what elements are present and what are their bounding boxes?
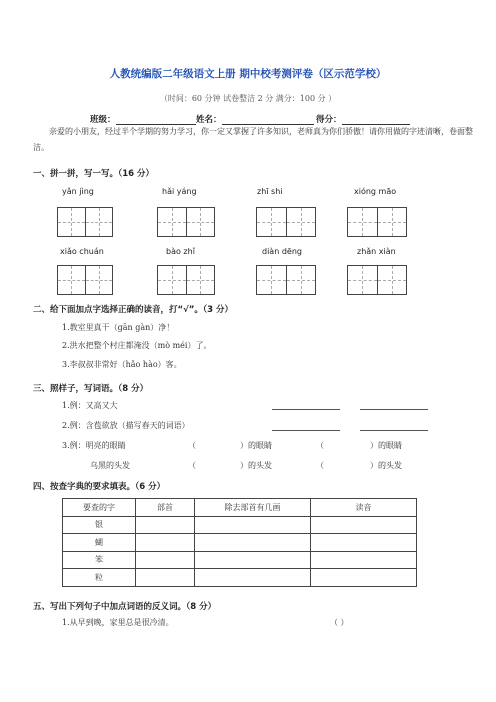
question-item: 2.洪水把整个村庄都淹没（mò méi）了。 [62, 341, 212, 350]
writing-grid[interactable] [347, 265, 407, 295]
bracket-text: ）的眼睛 [240, 441, 272, 450]
answer-cell[interactable] [195, 551, 311, 569]
answer-cell[interactable] [311, 534, 417, 552]
pinyin: hǎi yáng [162, 187, 197, 196]
example-text: 3.例：明亮的眼睛 [62, 441, 126, 450]
section-2-title: 二、给下面加点字选择正确的读音，打“√”。（3 分） [33, 305, 233, 315]
answer-cell[interactable] [136, 569, 195, 587]
intro-text: 亲爱的小朋友，经过半个学期的努力学习，你一定又掌握了许多知识，老师真为你们骄傲！请你用做的字迹清晰，卷面整洁。 [33, 127, 473, 152]
writing-grid[interactable] [157, 265, 215, 295]
answer-cell[interactable] [195, 516, 311, 534]
dictionary-table [62, 498, 417, 587]
bracket-text: ）的头发 [370, 461, 402, 470]
writing-grid[interactable] [256, 207, 316, 237]
table-row [63, 569, 417, 587]
table-header: 读音 [311, 499, 417, 517]
pinyin: xiǎo chuán [60, 247, 104, 256]
table-header-row [63, 499, 417, 517]
exam-info: （时间：60 分钟 试卷整洁 2 分 满分：100 分 ） [159, 94, 337, 103]
example-text: 1.例：又高又大 [62, 401, 118, 410]
question-item: 1.教室里真干（gān gàn）净！ [62, 323, 175, 332]
pinyin: zhǎn xiàn [357, 247, 396, 256]
question-item: 3.李叔叔非常好（hǎo hào）客。 [62, 360, 182, 369]
char-cell: 笨 [63, 551, 136, 569]
table-header: 要查的字 [63, 499, 136, 517]
section-4-title: 四、按查字典的要求填表。（6 分） [33, 482, 166, 492]
answer-cell[interactable] [311, 516, 417, 534]
score-label: 得分： [316, 115, 342, 125]
writing-grid[interactable] [57, 265, 113, 295]
name-label: 姓名： [196, 115, 222, 125]
pinyin: yǎn jìng [62, 187, 94, 196]
answer-blank[interactable] [360, 430, 428, 431]
table-header: 部首 [136, 499, 195, 517]
question-item: 1.从早到晚，家里总是很冷清。 [62, 618, 174, 627]
bracket-open: （ [188, 441, 196, 450]
answer-cell[interactable] [311, 551, 417, 569]
writing-grid[interactable] [157, 207, 215, 237]
bracket-text: ）的眼睛 [370, 441, 402, 450]
char-cell: 银 [63, 516, 136, 534]
table-header: 除去部首有几画 [195, 499, 311, 517]
char-cell: 粒 [63, 569, 136, 587]
pinyin: zhī shi [257, 187, 283, 196]
answer-blank[interactable] [360, 409, 428, 410]
pinyin: diàn dēng [262, 247, 302, 256]
bracket-open: （ [188, 461, 196, 470]
answer-cell[interactable] [195, 569, 311, 587]
class-label: 班级： [90, 115, 116, 125]
answer-bracket[interactable]: （ ） [330, 618, 349, 627]
table-row [63, 551, 417, 569]
section-5-title: 五、写出下列句子中加点词语的反义词。（8 分） [33, 602, 217, 612]
page-title: 人教统编版二年级语文上册 期中校考测评卷（区示范学校） [109, 68, 387, 80]
answer-cell[interactable] [136, 534, 195, 552]
table-row [63, 534, 417, 552]
answer-cell[interactable] [311, 569, 417, 587]
writing-grid[interactable] [256, 265, 316, 295]
writing-grid[interactable] [347, 207, 407, 237]
example-text: 乌黑的头发 [90, 461, 130, 470]
answer-cell[interactable] [136, 551, 195, 569]
answer-cell[interactable] [136, 516, 195, 534]
bracket-open: （ [316, 441, 324, 450]
answer-blank[interactable] [272, 430, 340, 431]
pinyin: xióng māo [354, 187, 397, 196]
bracket-text: ）的头发 [240, 461, 272, 470]
bracket-open: （ [316, 461, 324, 470]
section-1-title: 一、拼一拼，写一写。（16 分） [33, 169, 155, 179]
section-3-title: 三、照样子，写词语。（8 分） [33, 384, 149, 394]
writing-grid[interactable] [57, 207, 113, 237]
answer-cell[interactable] [195, 534, 311, 552]
example-text: 2.例：含苞欲放（描写春天的词语） [62, 421, 190, 430]
pinyin: bào zhǐ [166, 247, 195, 256]
answer-blank[interactable] [272, 409, 340, 410]
table-row [63, 516, 417, 534]
char-cell: 蝴 [63, 534, 136, 552]
